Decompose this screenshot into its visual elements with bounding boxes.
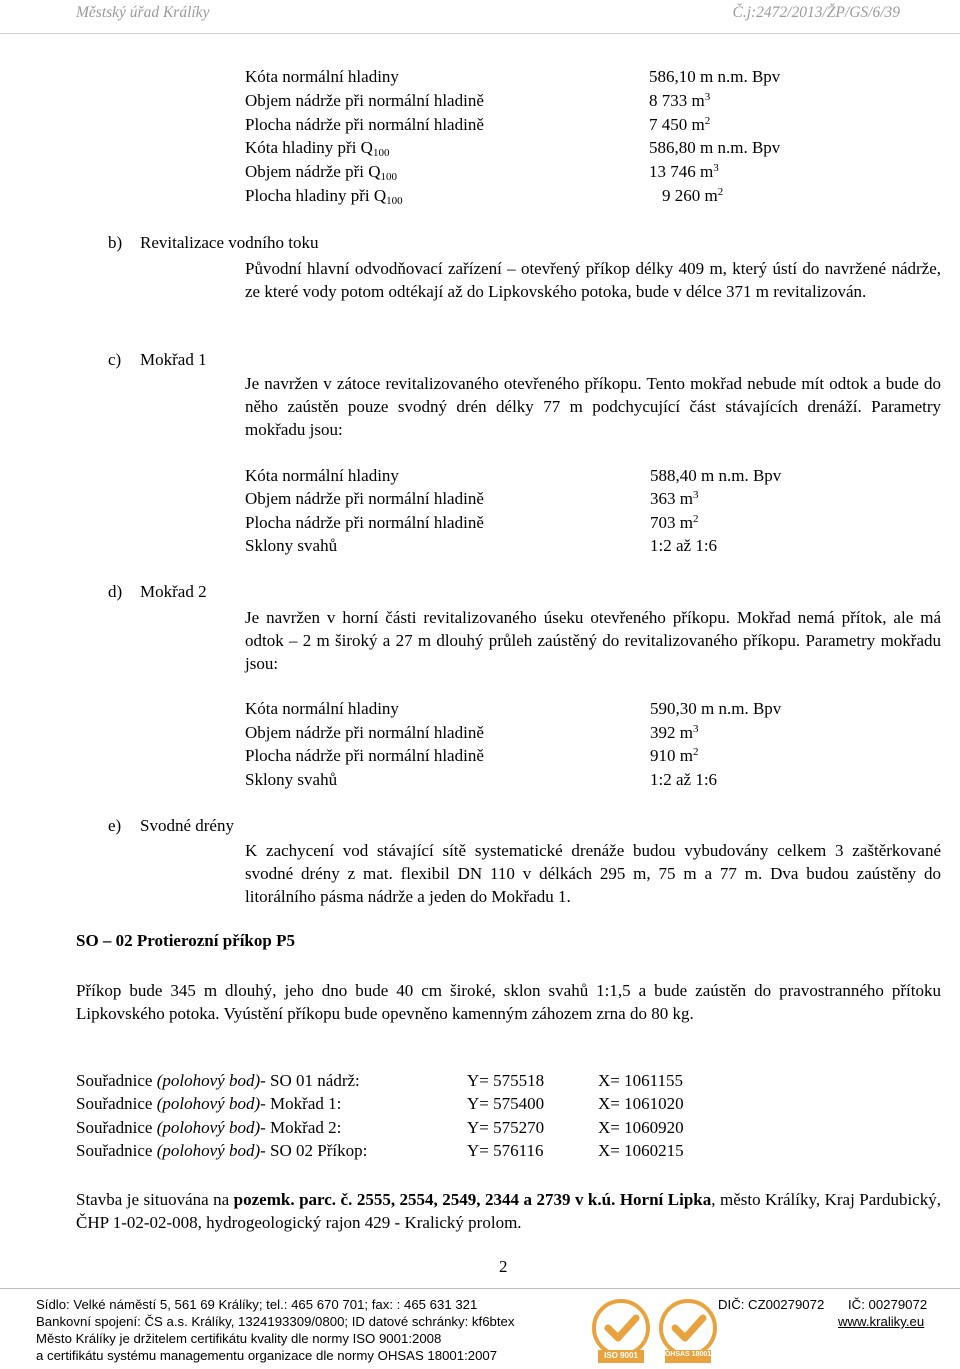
location-paragraph (76, 1188, 941, 1234)
param-label-text: Sklony svahů (245, 769, 338, 789)
param-value-text: 703 m (650, 512, 693, 532)
param-label (245, 115, 484, 135)
param-value (650, 513, 698, 533)
footer-website-link[interactable]: www.kraliky.eu (838, 1314, 925, 1329)
param-value-text: 588,40 m n.m. Bpv (650, 466, 782, 485)
coordinate-x: X= 1061155 (598, 1071, 683, 1090)
coordinate-x: X= 1061020 (598, 1094, 684, 1114)
param-label-subscript: 100 (380, 171, 397, 184)
param-value-text: 8 733 m (649, 90, 705, 110)
param-label (245, 723, 484, 743)
param-label (245, 536, 337, 556)
param-value (649, 67, 780, 87)
section-b-text: Původní hlavní odvodňovací zařízení – otevřený příkop délky 409 m, který ústí do navržené nádrže, ze které vody potom odtékají až do Lipkovského potoka, bude v délce 371 m revitalizován. (245, 259, 941, 301)
coordinate-x: X= 1060215 (598, 1140, 684, 1160)
param-value (650, 699, 781, 719)
param-value (650, 723, 698, 743)
section-d-title: Mokřad 2 (140, 582, 207, 601)
param-value-superscript: 2 (692, 746, 699, 758)
section-d-text: Je navržen v horní části revitalizovaného úseku otevřeného příkopu. Mokřad nemá přítok, ale má odtok – 2 m široký a 27 m dlouhý průleh zaústěný do revitalizovaného příkopu. Parametry mokřadu jsou: (245, 608, 941, 673)
param-label-text: Kóta normální hladiny (245, 699, 399, 718)
ohsas-certificate-badge-icon (657, 1298, 719, 1364)
footer-dic: DIČ: CZ00279072 (718, 1297, 825, 1312)
footer-iso: Město Králíky je držitelem certifikátu kvality dle normy ISO 9001:2008 (36, 1331, 442, 1346)
param-label-text: Kóta normální hladiny (245, 466, 399, 485)
param-value (649, 162, 719, 182)
coordinate-prefix: Souřadnice (76, 1094, 157, 1114)
coordinate-object-name: - SO 02 Příkop: (260, 1140, 368, 1160)
section-c-marker: c) (108, 350, 122, 369)
section-d-marker: d) (108, 582, 123, 601)
param-label (245, 513, 484, 533)
coordinate-point-type: (polohový bod) (156, 1094, 261, 1114)
param-value (650, 466, 781, 486)
param-label-text: Plocha hladiny při Q (245, 186, 387, 205)
header-divider (0, 33, 960, 34)
param-label (245, 67, 399, 87)
param-value-superscript: 2 (692, 512, 699, 525)
param-value-text: 7 450 m (649, 114, 705, 134)
coordinate-object-name: - SO 01 nádrž: (260, 1071, 360, 1090)
param-label-text: Objem nádrže při Q (245, 162, 381, 182)
param-value (649, 91, 710, 111)
footer-ohsas: a certifikátu systému managementu organizace dle normy OHSAS 18001:2007 (36, 1348, 498, 1363)
coordinate-x: X= 1060920 (598, 1117, 684, 1137)
param-value (650, 489, 698, 509)
coordinate-label (76, 1071, 360, 1091)
footer-divider (0, 1288, 960, 1289)
coordinate-y: Y= 575270 (467, 1117, 545, 1137)
param-value (662, 186, 723, 206)
coordinate-y: Y= 575400 (467, 1094, 545, 1114)
param-label-subscript: 100 (372, 147, 390, 160)
param-value-text: 363 m (650, 489, 693, 509)
footer-ic: IČ: 00279072 (848, 1297, 928, 1312)
header-reference: Č.j:2472/2013/ŽP/GS/6/39 (732, 4, 900, 21)
coordinate-label (76, 1118, 341, 1138)
coordinate-object-name: - Mokřad 2: (260, 1117, 342, 1137)
param-label-text: Kóta normální hladiny (245, 67, 399, 86)
param-label (245, 138, 389, 159)
param-value (650, 536, 717, 556)
param-value-text: 1:2 až 1:6 (650, 535, 718, 555)
param-label-text: Kóta hladiny při Q (245, 138, 373, 158)
param-label-text: Objem nádrže při normální hladině (245, 90, 484, 110)
param-value-superscript: 2 (704, 114, 711, 127)
section-c-title: Mokřad 1 (140, 350, 207, 369)
so02-text: Příkop bude 345 m dlouhý, jeho dno bude 40 cm široké, sklon svahů 1:1,5 a bude zaústěn do pravostranného přítoku Lipkovského potoka. Vyústění příkopu bude opevněno kamenným záhozem zrna do 80 kg. (76, 981, 941, 1023)
param-value-text: 13 746 m (649, 162, 714, 182)
param-value-superscript: 3 (704, 90, 711, 103)
param-label (245, 91, 484, 111)
page-number: 2 (499, 1257, 508, 1276)
footer-address: Sídlo: Velké náměstí 5, 561 69 Králíky; tel.: 465 670 701; fax: : 465 631 321 (36, 1297, 478, 1312)
param-label (245, 699, 399, 719)
param-value-text: 586,80 m n.m. Bpv (649, 138, 781, 158)
param-value-superscript: 3 (692, 722, 699, 735)
param-value-superscript: 3 (713, 162, 719, 175)
coordinate-prefix: Souřadnice (76, 1071, 157, 1090)
param-value-superscript: 3 (692, 489, 699, 502)
param-value (649, 115, 710, 135)
param-label-text: Plocha nádrže při normální hladině (245, 114, 484, 134)
section-c-text: Je navržen v zátoce revitalizovaného otevřeného příkopu. Tento mokřad nebude mít odtok a bude do něho zaústěn pouze svodný drén délky 77 m podchycující část stávajících drenáží. Parametry mokřadu jsou: (245, 374, 941, 439)
param-label (245, 186, 403, 207)
param-value (650, 746, 698, 766)
param-value-text: 586,10 m n.m. Bpv (649, 67, 781, 86)
param-label-subscript: 100 (386, 195, 403, 207)
param-label (245, 770, 337, 790)
param-value-text: 9 260 m (662, 186, 718, 205)
coordinate-y: Y= 576116 (467, 1140, 544, 1160)
section-e-title: Svodné drény (140, 816, 234, 835)
param-value (649, 138, 780, 158)
param-label-text: Objem nádrže při normální hladině (245, 722, 484, 742)
param-value-superscript: 2 (717, 186, 724, 198)
param-value-text: 392 m (650, 722, 693, 742)
param-label-text: Sklony svahů (245, 535, 338, 555)
section-e-text: K zachycení vod stávající sítě systematické drenáže budou vybudovány celkem 3 zaštěrkované svodné drény z mat. flexibil DN 110 v délkách 295 m, 75 m a 77 m. Dva budou zaústěny do litorálního pásma nádrže a jeden do Mokřadu 1. (245, 841, 941, 906)
coordinate-prefix: Souřadnice (76, 1140, 157, 1160)
coordinate-prefix: Souřadnice (76, 1117, 157, 1137)
section-b-marker: b) (108, 233, 123, 252)
coordinate-point-type: (polohový bod) (156, 1140, 261, 1160)
location-text-2: , město Králíky, Kraj Pardubický, ČHP 1-02-02-008, hydrogeologický rajon 429 - Kralický prolom. (76, 1190, 941, 1232)
param-label (245, 466, 399, 486)
section-b-title: Revitalizace vodního toku (140, 233, 319, 252)
so02-heading: SO – 02 Protierozní příkop P5 (76, 931, 295, 950)
coordinate-label (76, 1141, 367, 1161)
header-office: Městský úřad Králíky (76, 4, 210, 21)
coordinate-object-name: - Mokřad 1: (260, 1094, 342, 1114)
param-value-text: 590,30 m n.m. Bpv (650, 699, 782, 718)
coordinate-y: Y= 575518 (467, 1071, 545, 1090)
param-label-text: Objem nádrže při normální hladině (245, 489, 484, 509)
location-text-1: Stavba je situována na (76, 1190, 234, 1209)
ohsas-certificate-text: OHSAS 18001 (664, 1351, 712, 1358)
param-label-text: Plocha nádrže při normální hladině (245, 746, 484, 765)
coordinate-label (76, 1094, 341, 1114)
coordinate-point-type: (polohový bod) (156, 1071, 261, 1090)
param-label-text: Plocha nádrže při normální hladině (245, 512, 484, 532)
param-value-text: 910 m (650, 746, 693, 765)
coordinate-point-type: (polohový bod) (156, 1117, 261, 1137)
location-parcels: pozemk. parc. č. 2555, 2554, 2549, 2344 a 2739 v k.ú. Horní Lipka (233, 1190, 712, 1209)
param-label (245, 489, 484, 509)
param-label (245, 162, 397, 183)
param-value-text: 1:2 až 1:6 (650, 769, 718, 789)
footer-bank: Bankovní spojení: ČS a.s. Králíky, 1324193309/0800; ID datové schránky: kf6btex (36, 1314, 515, 1329)
iso-certificate-text: ISO 9001 (604, 1351, 638, 1360)
param-value (650, 770, 717, 790)
iso-certificate-badge-icon (590, 1298, 652, 1364)
section-e-marker: e) (108, 816, 122, 835)
param-label (245, 746, 484, 766)
